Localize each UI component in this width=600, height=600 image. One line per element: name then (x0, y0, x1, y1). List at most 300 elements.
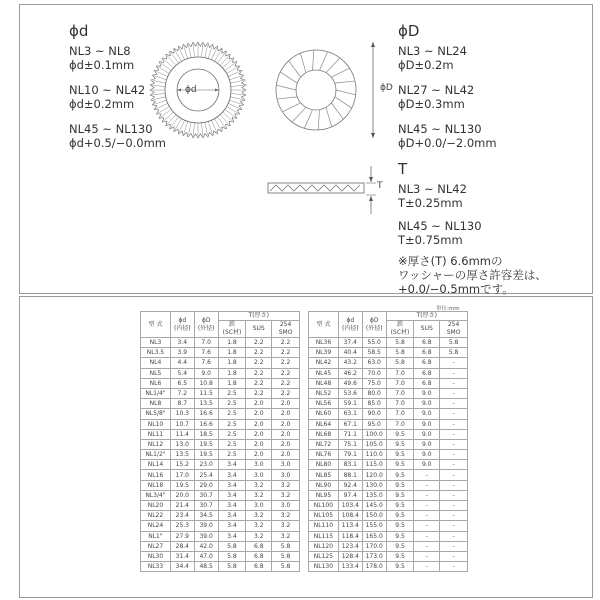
model-cell: NL27 (141, 541, 171, 551)
value-cell: 6.8 (414, 358, 440, 368)
value-cell: 80.0 (362, 388, 386, 398)
value-cell: 6.8 (414, 378, 440, 388)
value-cell: 10.8 (194, 378, 218, 388)
value-cell: 13.0 (170, 439, 194, 449)
inner-spec-tol-1: ϕd±0.1mm (69, 58, 135, 72)
value-cell: 105.0 (362, 439, 386, 449)
model-cell: NL52 (309, 388, 339, 398)
value-cell: 1.8 (218, 378, 246, 388)
value-cell: 3.0 (246, 501, 272, 511)
value-cell: 75.1 (338, 439, 362, 449)
table-row (141, 429, 300, 439)
value-cell: 16.6 (194, 409, 218, 419)
outer-spec-tol-2: ϕD±0.3mm (398, 97, 465, 111)
value-cell: 2.0 (246, 439, 272, 449)
value-cell: 3.4 (218, 511, 246, 521)
table-row (141, 511, 300, 521)
value-cell: 1.8 (218, 358, 246, 368)
value-cell: 3.4 (218, 490, 246, 500)
value-cell: 9.0 (414, 460, 440, 470)
value-cell: 2.0 (272, 419, 300, 429)
table-row (309, 409, 468, 419)
value-cell: 2.0 (246, 409, 272, 419)
model-cell: NL72 (309, 439, 339, 449)
header-outer: ϕD (外径) (194, 312, 218, 338)
inner-diameter-symbol: ϕd (69, 22, 89, 40)
thickness-spec-tol-1: T±0.25mm (398, 196, 463, 210)
value-cell: 40.4 (338, 348, 362, 358)
table-row (309, 368, 468, 378)
value-cell: 9.0 (414, 439, 440, 449)
header-smo: 254 SMO (272, 321, 300, 338)
value-cell: 2.0 (246, 419, 272, 429)
value-cell: 16.6 (194, 419, 218, 429)
value-cell: 120.0 (362, 470, 386, 480)
outer-spec-range-3: NL45 ~ NL130 (398, 122, 482, 136)
model-cell: NL64 (309, 419, 339, 429)
inner-diameter-label: ϕd (185, 85, 197, 95)
table-row (141, 358, 300, 368)
model-cell: NL20 (141, 501, 171, 511)
value-cell: 3.4 (218, 501, 246, 511)
table-row (309, 562, 468, 572)
outer-dimension-line (368, 42, 378, 138)
value-cell: 3.0 (272, 460, 300, 470)
model-cell: NL1" (141, 531, 171, 541)
value-cell: 5.8 (218, 551, 246, 561)
value-cell: 9.0 (414, 409, 440, 419)
value-cell: 145.0 (362, 501, 386, 511)
value-cell: 150.0 (362, 511, 386, 521)
segmented-washer-diagram (266, 40, 366, 140)
model-cell: NL95 (309, 490, 339, 500)
model-cell: NL11 (141, 429, 171, 439)
model-cell: NL1/2" (141, 450, 171, 460)
value-cell: - (414, 501, 440, 511)
value-cell: 3.2 (246, 480, 272, 490)
value-cell: 2.0 (246, 429, 272, 439)
value-cell: 49.6 (338, 378, 362, 388)
value-cell: 7.0 (194, 338, 218, 348)
value-cell: - (440, 399, 468, 409)
value-cell: 2.2 (246, 358, 272, 368)
model-cell: NL10 (141, 419, 171, 429)
value-cell: 6.8 (246, 562, 272, 572)
model-cell: NL125 (309, 551, 339, 561)
value-cell: 46.2 (338, 368, 362, 378)
model-cell: NL22 (141, 511, 171, 521)
value-cell: 9.0 (414, 419, 440, 429)
value-cell: 3.4 (218, 521, 246, 531)
value-cell: 2.2 (246, 388, 272, 398)
value-cell: - (414, 531, 440, 541)
value-cell: 103.4 (338, 501, 362, 511)
model-cell: NL24 (141, 521, 171, 531)
value-cell: 37.4 (338, 338, 362, 348)
value-cell: 30.7 (194, 490, 218, 500)
table-row (309, 338, 468, 348)
header-iron: 鉄 (SC材) (218, 321, 246, 338)
model-cell: NL56 (309, 399, 339, 409)
value-cell: 7.6 (194, 358, 218, 368)
value-cell: 31.4 (170, 551, 194, 561)
model-cell: NL120 (309, 541, 339, 551)
table-row (141, 419, 300, 429)
value-cell: 3.2 (272, 521, 300, 531)
table-row (141, 450, 300, 460)
table-row (309, 450, 468, 460)
value-cell: - (440, 470, 468, 480)
model-cell: NL115 (309, 531, 339, 541)
value-cell: 19.5 (170, 480, 194, 490)
table-row (309, 460, 468, 470)
value-cell: 15.2 (170, 460, 194, 470)
table-panel (19, 296, 593, 598)
value-cell: 9.0 (414, 399, 440, 409)
value-cell: 5.8 (218, 541, 246, 551)
model-cell: NL30 (141, 551, 171, 561)
inner-spec-range-3: NL45 ~ NL130 (69, 122, 153, 136)
value-cell: 1.8 (218, 338, 246, 348)
value-cell: 7.0 (386, 409, 414, 419)
header-inner: ϕd (内径) (338, 312, 362, 338)
table-row (309, 378, 468, 388)
value-cell: 88.1 (338, 470, 362, 480)
thickness-note-line-2: ワッシャーの厚さ許容差は、 (398, 268, 547, 282)
value-cell: 70.0 (362, 368, 386, 378)
value-cell: 123.4 (338, 541, 362, 551)
table-row (141, 562, 300, 572)
value-cell: 3.2 (272, 531, 300, 541)
inner-spec-range-1: NL3 ~ NL8 (69, 44, 131, 58)
model-cell: NL80 (309, 460, 339, 470)
value-cell: 5.8 (386, 358, 414, 368)
value-cell: - (440, 501, 468, 511)
value-cell: 11.4 (170, 429, 194, 439)
value-cell: 75.0 (362, 378, 386, 388)
value-cell: 6.8 (414, 368, 440, 378)
value-cell: 9.5 (386, 460, 414, 470)
model-cell: NL85 (309, 470, 339, 480)
value-cell: 5.8 (440, 348, 468, 358)
model-cell: NL42 (309, 358, 339, 368)
value-cell: 7.0 (386, 388, 414, 398)
value-cell: 2.0 (246, 450, 272, 460)
value-cell: 3.0 (246, 470, 272, 480)
value-cell: - (440, 551, 468, 561)
value-cell: 90.0 (362, 409, 386, 419)
model-cell: NL45 (309, 368, 339, 378)
value-cell: 2.0 (246, 399, 272, 409)
value-cell: 8.7 (170, 399, 194, 409)
value-cell: 21.4 (170, 501, 194, 511)
value-cell: 2.5 (218, 399, 246, 409)
thickness-label: T (377, 181, 383, 191)
thickness-spec-range-1: NL3 ~ NL42 (398, 182, 467, 196)
value-cell: 3.4 (218, 531, 246, 541)
value-cell: 135.0 (362, 490, 386, 500)
value-cell: 5.8 (272, 562, 300, 572)
value-cell: - (414, 490, 440, 500)
value-cell: 2.2 (272, 338, 300, 348)
value-cell: 2.5 (218, 439, 246, 449)
value-cell: - (440, 541, 468, 551)
value-cell: 2.0 (272, 399, 300, 409)
outer-spec-range-2: NL27 ~ NL42 (398, 83, 475, 97)
value-cell: 2.2 (246, 348, 272, 358)
value-cell: 58.5 (362, 348, 386, 358)
value-cell: 6.8 (246, 551, 272, 561)
value-cell: 3.2 (272, 480, 300, 490)
value-cell: 85.0 (362, 399, 386, 409)
model-cell: NL8 (141, 399, 171, 409)
value-cell: 2.5 (218, 429, 246, 439)
table-row (141, 338, 300, 348)
value-cell: 34.4 (170, 562, 194, 572)
thickness-spec-range-2: NL45 ~ NL130 (398, 219, 482, 233)
value-cell: - (440, 480, 468, 490)
value-cell: - (440, 490, 468, 500)
value-cell: - (440, 511, 468, 521)
table-row (309, 470, 468, 480)
value-cell: 9.5 (386, 470, 414, 480)
table-row (141, 551, 300, 561)
value-cell: 128.4 (338, 551, 362, 561)
value-cell: 3.0 (246, 460, 272, 470)
value-cell: 67.1 (338, 419, 362, 429)
value-cell: 9.5 (386, 439, 414, 449)
model-cell: NL3/4" (141, 490, 171, 500)
value-cell: 11.5 (194, 388, 218, 398)
model-cell: NL68 (309, 429, 339, 439)
value-cell: 7.0 (386, 419, 414, 429)
table-row (141, 409, 300, 419)
value-cell: 9.5 (386, 480, 414, 490)
header-type: 型 式 (309, 312, 339, 338)
thickness-symbol: T (398, 160, 408, 178)
value-cell: 7.6 (194, 348, 218, 358)
thickness-spec-tol-2: T±0.75mm (398, 233, 463, 247)
table-row (141, 470, 300, 480)
table-row (309, 551, 468, 561)
table-row (141, 541, 300, 551)
model-cell: NL33 (141, 562, 171, 572)
spec-table-left (140, 311, 300, 572)
value-cell: 55.0 (362, 338, 386, 348)
value-cell: - (440, 358, 468, 368)
outer-spec-range-1: NL3 ~ NL24 (398, 44, 467, 58)
header-type: 型 式 (141, 312, 171, 338)
value-cell: 10.3 (170, 409, 194, 419)
table-row (141, 399, 300, 409)
value-cell: 9.5 (386, 531, 414, 541)
value-cell: 9.0 (194, 368, 218, 378)
serrated-washer-diagram (148, 40, 248, 140)
value-cell: - (414, 521, 440, 531)
value-cell: 173.0 (362, 551, 386, 561)
thickness-dimension-line (366, 166, 376, 214)
value-cell: 53.6 (338, 388, 362, 398)
thickness-note-line-3: +0.0/−0.5mmです。 (398, 282, 514, 296)
value-cell: 34.5 (194, 511, 218, 521)
table-row (309, 531, 468, 541)
value-cell: - (440, 521, 468, 531)
value-cell: 29.0 (194, 480, 218, 490)
table-row (141, 388, 300, 398)
value-cell: 2.0 (272, 429, 300, 439)
value-cell: 5.8 (386, 348, 414, 358)
value-cell: 25.3 (170, 521, 194, 531)
value-cell: 6.8 (246, 541, 272, 551)
value-cell: - (414, 562, 440, 572)
value-cell: 9.5 (386, 551, 414, 561)
table-row (309, 541, 468, 551)
value-cell: 5.8 (386, 338, 414, 348)
model-cell: NL105 (309, 511, 339, 521)
value-cell: 3.4 (218, 480, 246, 490)
table-row (141, 490, 300, 500)
table-row (309, 521, 468, 531)
value-cell: 83.1 (338, 460, 362, 470)
header-iron: 鉄 (SC材) (386, 321, 414, 338)
value-cell: - (440, 460, 468, 470)
value-cell: 3.9 (170, 348, 194, 358)
model-cell: NL76 (309, 450, 339, 460)
header-outer: ϕD (外径) (362, 312, 386, 338)
value-cell: 63.0 (362, 358, 386, 368)
value-cell: - (440, 562, 468, 572)
table-row (309, 419, 468, 429)
value-cell: 25.4 (194, 470, 218, 480)
value-cell: 3.2 (246, 511, 272, 521)
value-cell: 2.2 (272, 358, 300, 368)
value-cell: 115.0 (362, 460, 386, 470)
value-cell: 6.5 (170, 378, 194, 388)
value-cell: 23.4 (170, 511, 194, 521)
model-cell: NL5/8" (141, 409, 171, 419)
value-cell: 9.5 (386, 541, 414, 551)
table-row (141, 378, 300, 388)
model-cell: NL16 (141, 470, 171, 480)
model-cell: NL100 (309, 501, 339, 511)
value-cell: 18.5 (194, 429, 218, 439)
header-thickness: T(厚さ) (386, 312, 467, 321)
header-thickness: T(厚さ) (218, 312, 299, 321)
table-row (309, 480, 468, 490)
value-cell: 9.5 (386, 429, 414, 439)
value-cell: 2.0 (272, 409, 300, 419)
value-cell: 2.5 (218, 409, 246, 419)
value-cell: 6.8 (414, 338, 440, 348)
value-cell: 7.0 (386, 399, 414, 409)
model-cell: NL3.5 (141, 348, 171, 358)
table-row (309, 399, 468, 409)
value-cell: 9.0 (414, 429, 440, 439)
model-cell: NL36 (309, 338, 339, 348)
table-row (141, 439, 300, 449)
value-cell: 2.2 (246, 378, 272, 388)
value-cell: 48.5 (194, 562, 218, 572)
value-cell: 3.2 (246, 531, 272, 541)
value-cell: 95.0 (362, 419, 386, 429)
value-cell: 178.0 (362, 562, 386, 572)
inner-spec-tol-3: ϕd+0.5/−0.0mm (69, 136, 167, 150)
table-row (309, 388, 468, 398)
table-row (309, 490, 468, 500)
value-cell: - (440, 388, 468, 398)
value-cell: 30.7 (194, 501, 218, 511)
value-cell: 71.1 (338, 429, 362, 439)
value-cell: 108.4 (338, 511, 362, 521)
value-cell: 2.2 (246, 368, 272, 378)
value-cell: 47.0 (194, 551, 218, 561)
value-cell: 3.4 (218, 460, 246, 470)
value-cell: - (440, 368, 468, 378)
value-cell: 130.0 (362, 480, 386, 490)
value-cell: 7.0 (386, 368, 414, 378)
header-sus: SUS (414, 321, 440, 338)
value-cell: 9.5 (386, 450, 414, 460)
value-cell: - (440, 439, 468, 449)
value-cell: 39.0 (194, 521, 218, 531)
value-cell: 20.0 (170, 490, 194, 500)
unit-label: 単位:mm (436, 306, 460, 312)
table-row (309, 501, 468, 511)
value-cell: 42.0 (194, 541, 218, 551)
inner-spec-tol-2: ϕd±0.2mm (69, 97, 135, 111)
value-cell: - (440, 450, 468, 460)
table-row (141, 501, 300, 511)
value-cell: 2.2 (272, 378, 300, 388)
table-row (141, 521, 300, 531)
value-cell: - (414, 541, 440, 551)
header-smo: 254 SMO (440, 321, 468, 338)
model-cell: NL4 (141, 358, 171, 368)
table-row (141, 348, 300, 358)
value-cell: 3.2 (272, 490, 300, 500)
table-row (141, 480, 300, 490)
value-cell: 39.0 (194, 531, 218, 541)
value-cell: - (414, 551, 440, 561)
table-row (309, 439, 468, 449)
value-cell: 19.5 (194, 439, 218, 449)
value-cell: 3.4 (218, 470, 246, 480)
value-cell: 19.5 (194, 450, 218, 460)
value-cell: 7.2 (170, 388, 194, 398)
value-cell: 17.0 (170, 470, 194, 480)
table-row (141, 531, 300, 541)
value-cell: 2.0 (272, 450, 300, 460)
value-cell: 9.5 (386, 511, 414, 521)
value-cell: 3.2 (272, 511, 300, 521)
value-cell: - (440, 531, 468, 541)
value-cell: 9.5 (386, 490, 414, 500)
value-cell: 2.5 (218, 450, 246, 460)
model-cell: NL110 (309, 521, 339, 531)
value-cell: 7.0 (386, 378, 414, 388)
table-row (309, 358, 468, 368)
value-cell: 2.5 (218, 419, 246, 429)
value-cell: 1.8 (218, 368, 246, 378)
table-row (141, 460, 300, 470)
value-cell: 3.0 (272, 470, 300, 480)
value-cell: 4.4 (170, 358, 194, 368)
value-cell: 3.2 (246, 521, 272, 531)
model-cell: NL48 (309, 378, 339, 388)
value-cell: - (440, 429, 468, 439)
value-cell: - (440, 409, 468, 419)
washer-side-view (268, 180, 364, 196)
